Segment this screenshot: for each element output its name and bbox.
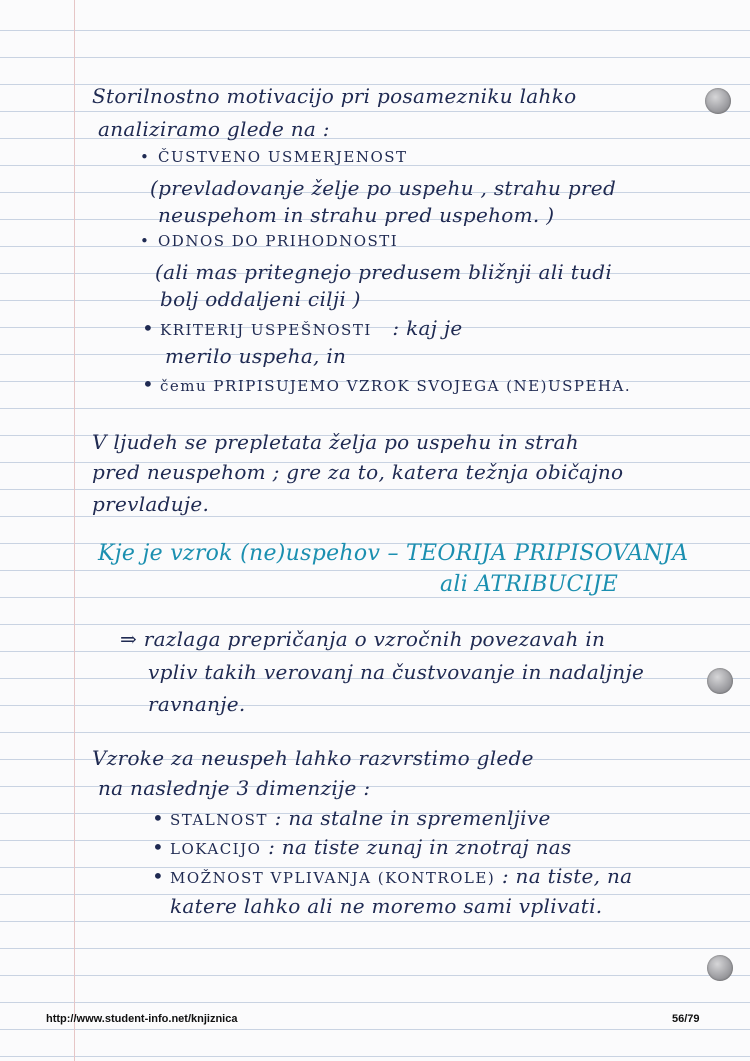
bullet-text: STALNOST [170,811,268,829]
text-line: (ali mas pritegnejo predusem bližnji ali tudi [155,260,613,284]
bullet-text-continued: : na tiste zunaj in znotraj nas [268,835,572,859]
text-line: Vzroke za neuspeh lahko razvrstimo glede [92,746,534,770]
bullet-item [152,864,632,888]
page-number: 56/79 [672,1013,700,1025]
punch-hole [705,88,731,114]
text-line: na naslednje 3 dimenzije : [98,776,371,800]
text-line: pred neuspehom ; gre za to, katera težnja običajno [92,460,624,484]
text-line: ⇒ razlaga prepričanja o vzročnih povezavah in [120,627,606,651]
bullet-text: ODNOS DO PRIHODNOSTI [158,232,399,250]
bullet-item [152,806,551,830]
text-line: neuspehom in strahu pred uspehom. ) [158,203,555,227]
bullet-item [140,232,398,250]
bullet-item [142,316,463,340]
bullet-text-continued: : na stalne in spremenljive [274,806,551,830]
bullet-item [152,835,572,859]
bullet-icon: • [142,372,155,396]
text-line: prevladuje. [92,492,210,516]
bullet-text: MOŽNOST VPLIVANJA (KONTROLE) [170,869,496,887]
text-line: vpliv takih verovanj na čustvovanje in nadaljnje [148,660,645,684]
text-line: (prevladovanje želje po uspehu , strahu pred [150,176,617,200]
text-line: katere lahko ali ne moremo sami vplivati. [170,894,603,918]
margin-line [74,0,75,1061]
text-line: bolj oddaljeni cilji ) [160,287,361,311]
punch-hole [707,955,733,981]
section-heading-continued: ali ATRIBUCIJE [440,572,619,597]
bullet-icon: • [142,316,155,340]
text-line: Storilnostno motivacijo pri posamezniku lahko [92,84,577,108]
footer-url: http://www.student-info.net/knjiznica [46,1013,238,1025]
bullet-text: čemu PRIPISUJEMO VZROK SVOJEGA (NE)USPEHA. [160,377,632,395]
text-line: ravnanje. [148,692,246,716]
text-line: V ljudeh se prepletata želja po uspehu in strah [92,430,579,454]
bullet-icon: • [152,864,165,888]
punch-hole [707,668,733,694]
bullet-text-continued: : na tiste, na [501,864,633,888]
bullet-icon: • [140,148,151,166]
text-line: merilo uspeha, in [165,344,347,368]
text-line: analiziramo glede na : [98,117,330,141]
bullet-text: LOKACIJO [170,840,262,858]
bullet-text: ČUSTVENO USMERJENOST [158,148,408,166]
bullet-icon: • [152,806,165,830]
bullet-item [142,372,631,396]
bullet-icon: • [152,835,165,859]
bullet-text-continued: : kaj je [392,316,463,340]
section-heading: Kje je vzrok (ne)uspehov – TEORIJA PRIPISOVANJA [98,541,689,566]
bullet-icon: • [140,232,151,250]
bullet-text: KRITERIJ USPEŠNOSTI [160,321,372,339]
bullet-item [140,148,408,166]
